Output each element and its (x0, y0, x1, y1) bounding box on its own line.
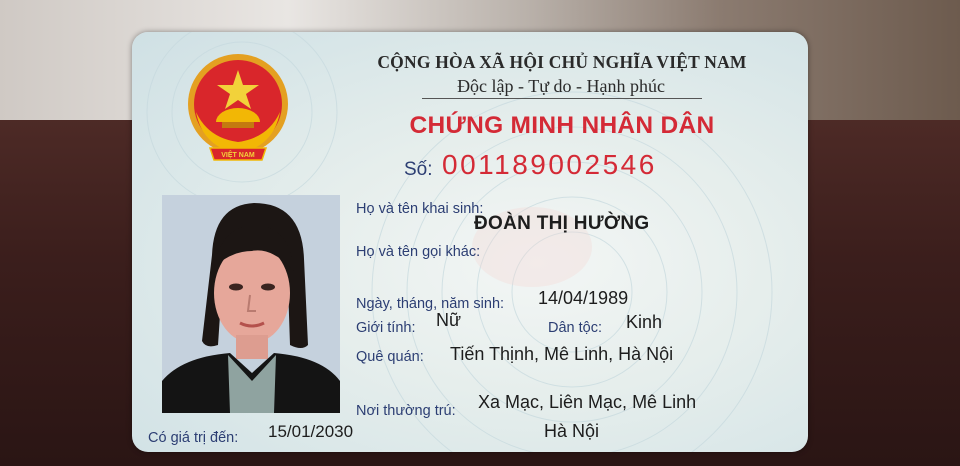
expiry-value: 15/01/2030 (268, 422, 354, 441)
id-number-label: Số: (404, 159, 433, 180)
hometown-label: Quê quán: (356, 349, 424, 365)
id-number: 001189002546 (442, 149, 657, 180)
gender-value: Nữ (436, 310, 462, 330)
document-title: CHỨNG MINH NHÂN DÂN (409, 112, 715, 139)
motto: Độc lập - Tự do - Hạnh phúc (457, 76, 665, 96)
hometown-value: Tiến Thịnh, Mê Linh, Hà Nội (450, 344, 674, 364)
gender-label: Giới tính: (356, 320, 416, 336)
portrait-photo (162, 195, 340, 413)
motto-underline (422, 98, 702, 99)
residence-value-line1: Xa Mạc, Liên Mạc, Mê Linh (478, 392, 697, 412)
residence-label: Nơi thường trú: (356, 403, 456, 419)
residence-value-line2: Hà Nội (544, 421, 600, 441)
dob-label: Ngày, tháng, năm sinh: (356, 296, 505, 312)
full-name-value: ĐOÀN THỊ HƯỜNG (474, 213, 650, 234)
expiry-label: Có giá trị đến: (148, 430, 239, 446)
country-heading: CỘNG HÒA XÃ HỘI CHỦ NGHĨA VIỆT NAM (377, 52, 747, 72)
emblem-text: VIỆT NAM (221, 152, 255, 159)
id-card (132, 32, 808, 452)
dob-value: 14/04/1989 (538, 288, 629, 308)
ethnicity-value: Kinh (626, 312, 663, 332)
other-name-label: Họ và tên gọi khác: (356, 244, 481, 260)
national-emblem (182, 52, 294, 168)
full-name-label: Họ và tên khai sinh: (356, 201, 484, 217)
ethnicity-label: Dân tộc: (548, 320, 602, 336)
